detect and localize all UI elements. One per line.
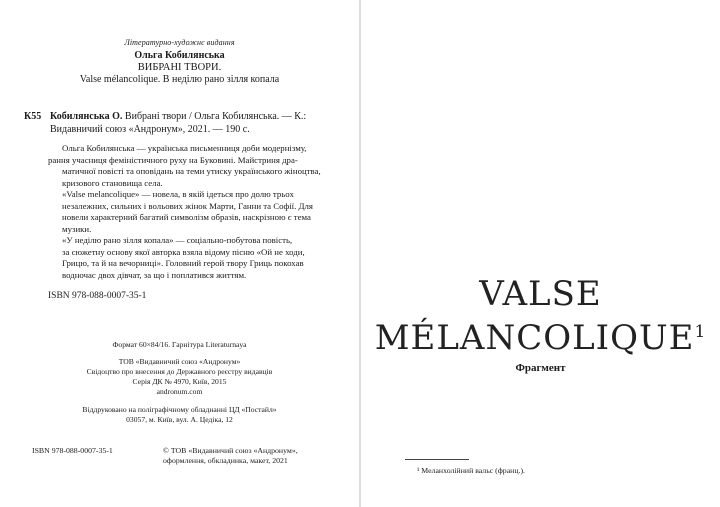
annotation-line: Грицю, та й на вечорниці». Головний герой твору Гриць покохав xyxy=(62,258,304,268)
footnote-rule xyxy=(405,459,469,460)
annotation xyxy=(48,143,324,281)
annotation-paragraph xyxy=(48,189,324,235)
annotation-paragraph xyxy=(48,143,324,189)
title-line-2-text: MÉLANCOLIQUE xyxy=(374,318,695,358)
book-title: ВИБРАНІ ТВОРИ. xyxy=(137,62,222,73)
printer-info xyxy=(0,405,359,425)
annotation-line: Ольга Кобилянська — українська письменниця доби модернізму, xyxy=(62,143,307,153)
publisher-info xyxy=(0,357,359,397)
title-line-2 xyxy=(361,318,720,358)
right-page xyxy=(361,0,720,507)
bib-code: К55 xyxy=(24,111,42,122)
left-page xyxy=(0,0,359,507)
bottom-isbn: ISBN 978-088-0007-35-1 xyxy=(32,446,113,455)
author-name: Ольга Кобилянська xyxy=(134,50,225,61)
annotation-line: новели характерний багатий символізм образів, наскрізною є тема xyxy=(62,212,311,222)
annotation-line: кризового становища села. xyxy=(62,177,163,188)
annotation-line: за сюжетну основу якої авторка взяла відому пісню «Ой не ходи, xyxy=(62,246,305,257)
book-subtitle: Valse mélancolique. В неділю рано зілля копала xyxy=(79,74,280,85)
isbn: ISBN 978-088-0007-35-1 xyxy=(48,291,147,301)
bib-author: Кобилянська О. xyxy=(50,111,123,122)
annotation-line: «У неділю рано зілля копала» — соціально-побутова повість, xyxy=(62,235,293,245)
fragment-label: Фрагмент xyxy=(515,362,566,374)
annotation-line: незалежних, сильних і вольових жінок Марти, Ганни та Софії. Для xyxy=(62,200,313,211)
bib-text-line-1: Вибрані твори / Ольга Кобилянська. — К.: xyxy=(122,111,307,122)
annotation-line: «Valse melancolique» — новела, в якій ідеться про долю трьох xyxy=(62,189,294,199)
footnote-text: ¹ Меланхолійний вальс (франц.). xyxy=(417,466,526,475)
title-line-1: VALSE xyxy=(479,274,602,314)
footnote-marker: 1 xyxy=(694,322,707,342)
annotation-line: музики. xyxy=(62,223,92,234)
annotation-paragraph xyxy=(48,235,324,281)
bibliographic-entry xyxy=(24,110,324,136)
bib-text xyxy=(50,110,324,136)
annotation-line: рання учасниця феміністичного руху на Буковині. Майстриня дра- xyxy=(48,154,298,165)
copyright-line: © ТОВ «Видавничий союз «Андронум», xyxy=(163,446,298,455)
bib-text-line-2: Видавничий союз «Андронум», 2021. — 190 с. xyxy=(50,124,250,135)
printer-line: Віддруковано на поліграфічному обладнанні ЦД «Постайл» xyxy=(82,405,277,414)
publisher-website: andronum.com xyxy=(156,387,203,396)
series-label: Літературно-художнє видання xyxy=(124,38,235,47)
copyright-line: оформлення, обкладинка, макет, 2021 xyxy=(163,456,288,465)
publisher-line: Серія ДК № 4970, Київ, 2015 xyxy=(132,377,227,386)
format-line: Формат 60×84/16. Гарнітура Literaturnaya xyxy=(112,340,247,349)
annotation-line: водночас двох дівчат, за що і поплатився життям. xyxy=(62,269,247,280)
annotation-line: матичної повісті та оповідань на теми утиску українського жіноцтва, xyxy=(62,166,321,176)
publisher-line: ТОВ «Видавничий союз «Андронум» xyxy=(118,357,241,366)
publisher-line: Свідоцтво про внесення до Державного реєстру видавців xyxy=(86,367,273,376)
printer-line: 03057, м. Київ, вул. А. Цедіка, 12 xyxy=(126,415,233,424)
copyright xyxy=(163,446,298,466)
